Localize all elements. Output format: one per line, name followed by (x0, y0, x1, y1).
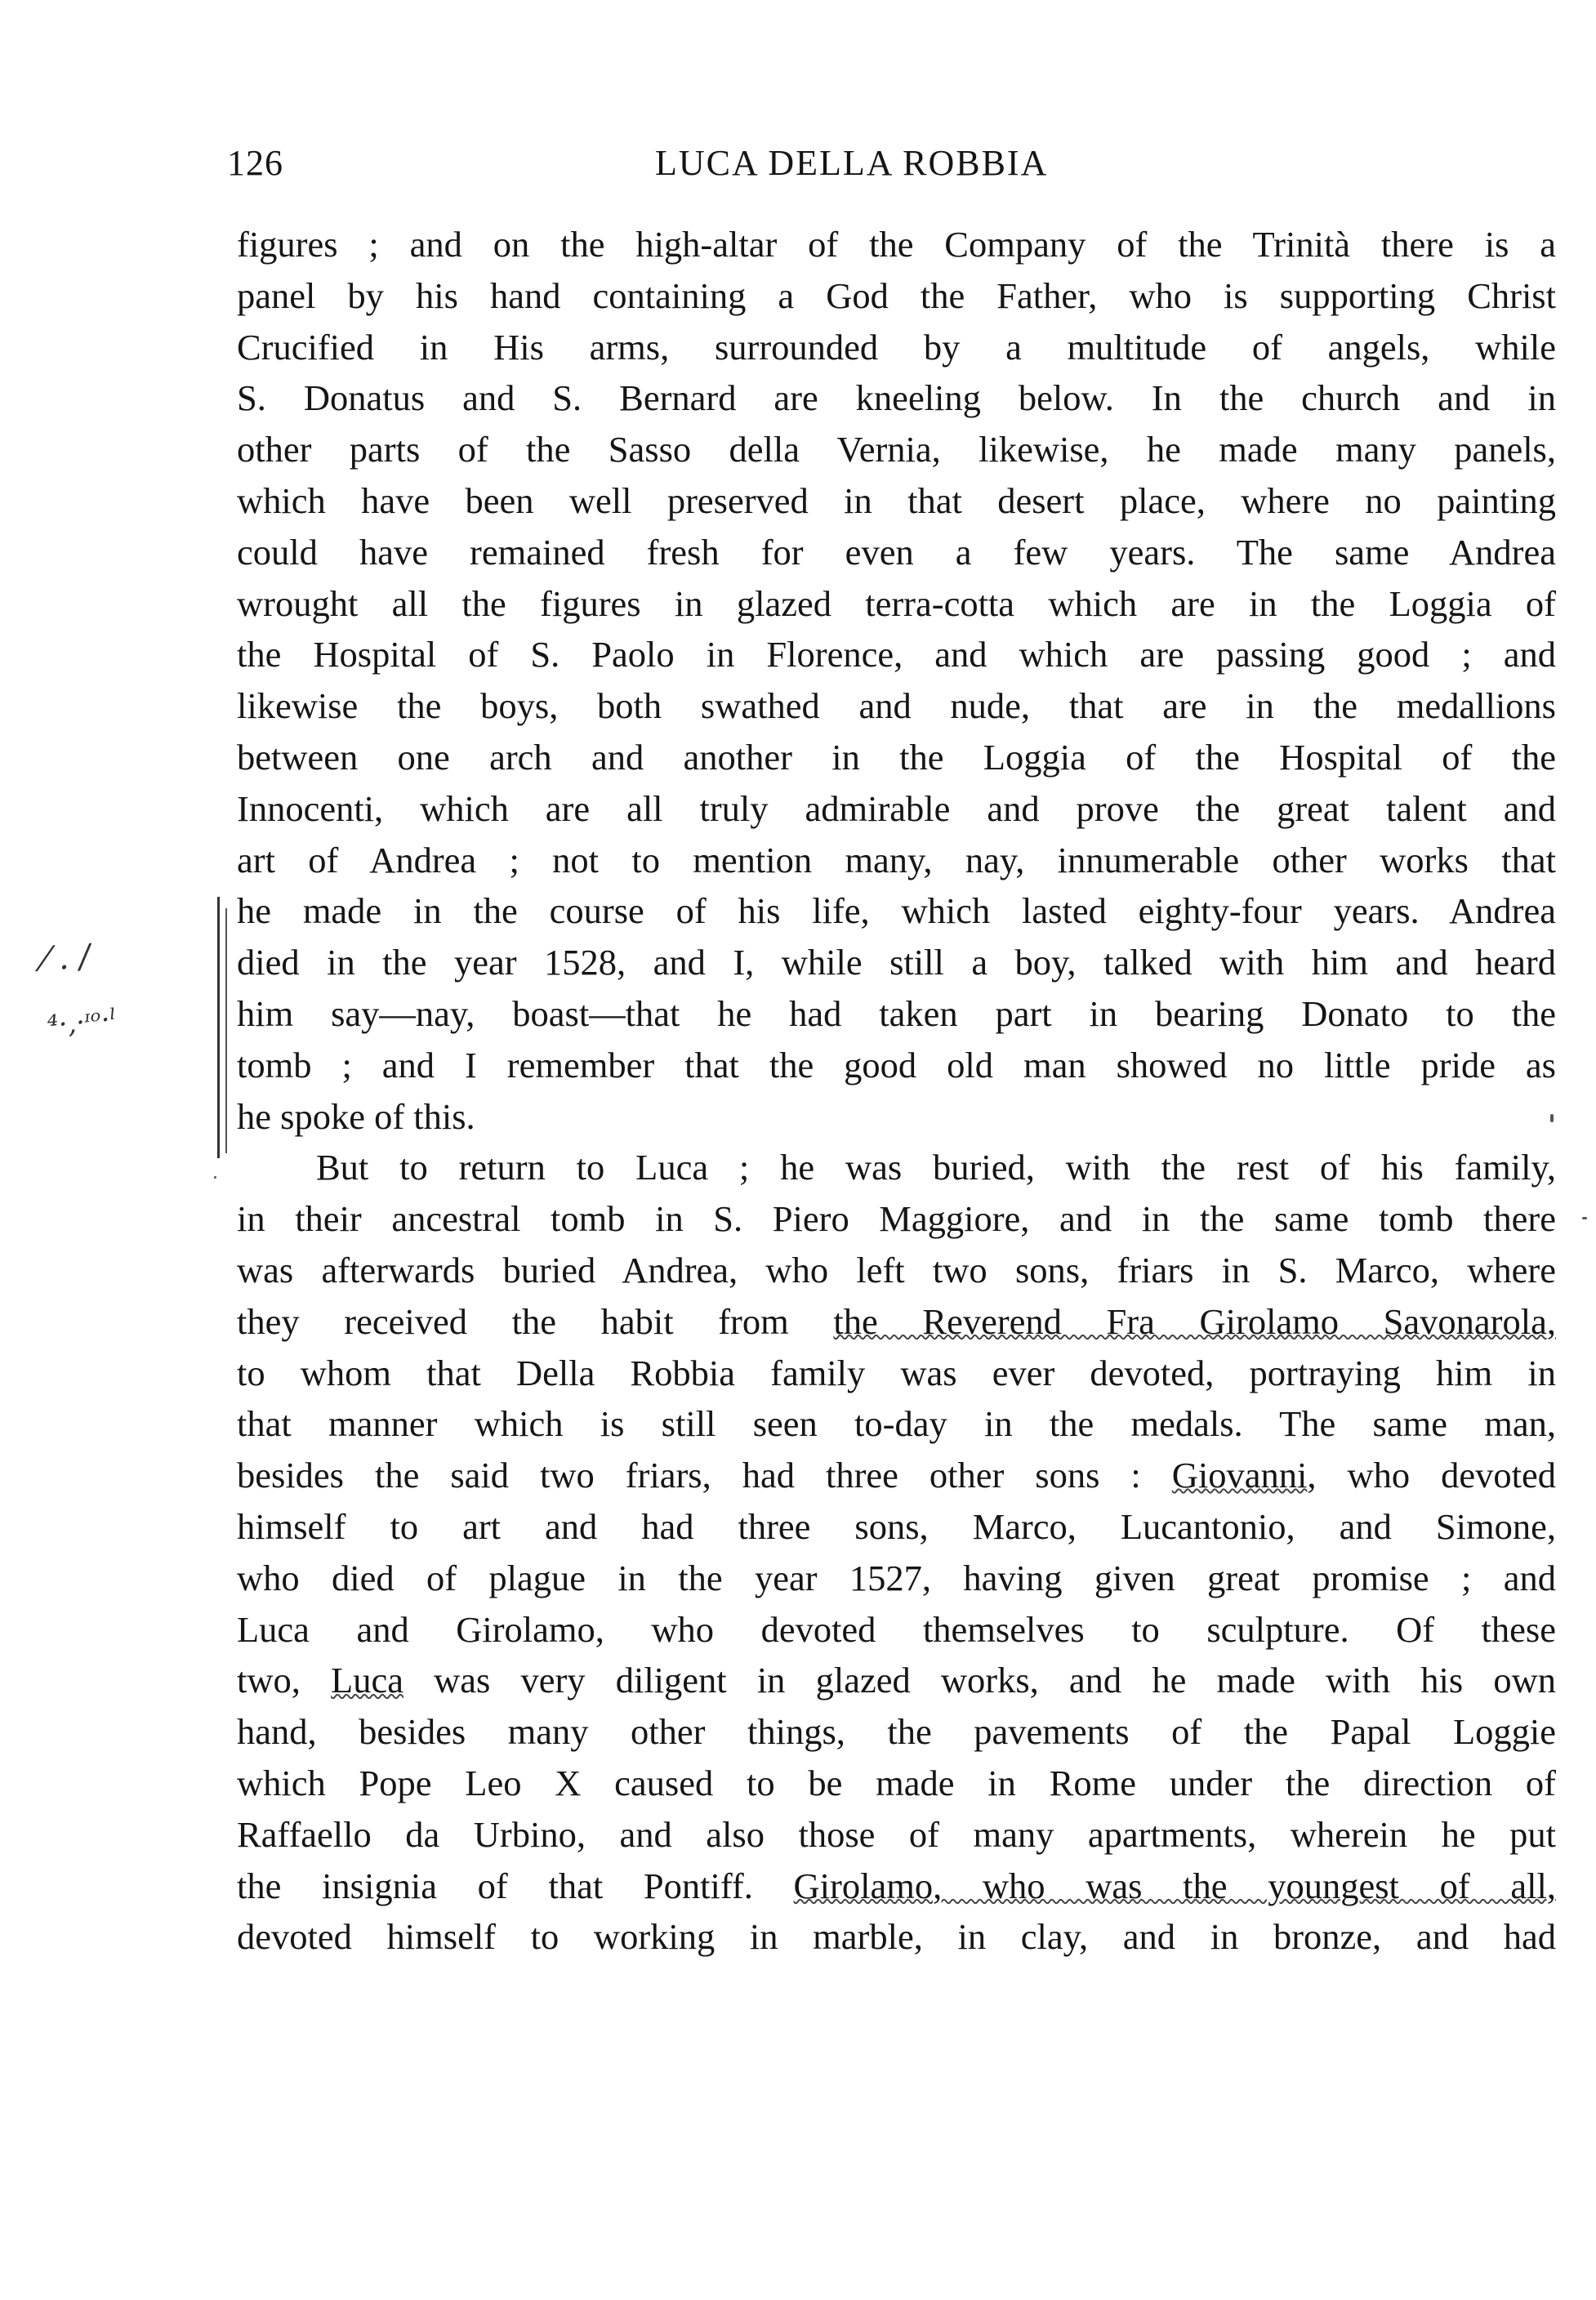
text-span: besides the said two friars, had three other sons : (237, 1455, 1172, 1496)
text-line: died in the year 1528, and I, while still a boy, talked with him and heard (237, 942, 1556, 983)
text-line: to whom that Della Robbia family was ever devoted, portraying him in (237, 1352, 1556, 1393)
text-line: which Pope Leo X caused to be made in Rome under the direction of (237, 1762, 1556, 1803)
underlined-name: the Reverend Fra Girolamo Savonarola, (833, 1300, 1556, 1342)
handwritten-margin-note: ⁄ . / (41, 938, 91, 978)
text-line (237, 1450, 1556, 1501)
text-line: could have remained fresh for even a few years. The same Andrea (237, 531, 1556, 573)
text-line: hand, besides many other things, the pavements of the Papal Loggie (237, 1711, 1556, 1753)
text-line: Luca and Girolamo, who devoted themselves to sculpture. Of these (237, 1608, 1556, 1650)
text-line: in their ancestral tomb in S. Piero Maggiore, and in the same tomb there (237, 1198, 1556, 1240)
text-line: him say—nay, boast—that he had taken part in bearing Donato to the (237, 992, 1556, 1034)
text-line: was afterwards buried Andrea, who left two sons, friars in S. Marco, where (237, 1249, 1556, 1290)
text-span: , who devoted (1307, 1455, 1556, 1496)
text-span: was very diligent in glazed works, and he made with his own (403, 1660, 1556, 1701)
page-number: 126 (227, 143, 283, 183)
text-line: he made in the course of his life, which lasted eighty-four years. Andrea (237, 890, 1556, 932)
margin-bracket-inner-mark (225, 908, 232, 1153)
text-line: Innocenti, which are all truly admirable and prove the great talent and (237, 787, 1556, 829)
text-line: wrought all the figures in glazed terra-cotta which are in the Loggia of (237, 582, 1556, 624)
text-line: which have been well preserved in that desert place, where no painting (237, 479, 1556, 521)
text-line: art of Andrea ; not to mention many, nay, innumerable other works that (237, 839, 1556, 880)
paragraph-first-line: But to return to Luca ; he was buried, with the rest of his family, (316, 1147, 1556, 1188)
text-line: S. Donatus and S. Bernard are kneeling below. In the church and in (237, 377, 1556, 419)
text-line: between one arch and another in the Loggia of the Hospital of the (237, 736, 1556, 778)
text-line: Crucified in His arms, surrounded by a multitude of angels, while (237, 326, 1556, 368)
text-line: tomb ; and I remember that the good old man showed no little pride as (237, 1044, 1556, 1085)
stray-ink-mark (214, 1176, 216, 1179)
text-line: figures ; and on the high-altar of the Company of the Trinità there is a (237, 224, 1556, 265)
text-span: they received the habit from (237, 1300, 834, 1342)
text-line: likewise the boys, both swathed and nude, that are in the medallions (237, 685, 1556, 727)
text-line: that manner which is still seen to-day in the medals. The same man, (237, 1403, 1556, 1445)
stray-ink-mark (1582, 1217, 1587, 1219)
text-line: the Hospital of S. Paolo in Florence, and which are passing good ; and (237, 634, 1556, 675)
paragraph-last-line: he spoke of this. (237, 1095, 475, 1137)
text-line: Raffaello da Urbino, and also those of many apartments, wherein he put (237, 1813, 1556, 1855)
running-head: LUCA DELLA ROBBIA (655, 143, 1049, 183)
underlined-name: Giovanni (1171, 1455, 1308, 1496)
body-text (237, 219, 1556, 1963)
underlined-name: Girolamo, who was the youngest of all, (793, 1865, 1556, 1906)
text-line: who died of plague in the year 1527, having given great promise ; and (237, 1557, 1556, 1598)
text-line: panel by his hand containing a God the Father, who is supporting Christ (237, 274, 1556, 316)
text-line: himself to art and had three sons, Marco, Lucantonio, and Simone, (237, 1505, 1556, 1547)
text-line (237, 1655, 1556, 1706)
text-line: other parts of the Sasso della Vernia, likewise, he made many panels, (237, 429, 1556, 470)
text-span: two, (237, 1660, 332, 1701)
text-line (237, 1861, 1556, 1912)
text-line: devoted himself to working in marble, in clay, and in bronze, and had (237, 1916, 1556, 1958)
handwritten-margin-note: ⁴·,·ᶦᵒ·ˡ (46, 1002, 118, 1043)
text-line (237, 1296, 1556, 1348)
text-span: the insignia of that Pontiff. (237, 1865, 794, 1906)
underlined-name: Luca (331, 1660, 403, 1701)
